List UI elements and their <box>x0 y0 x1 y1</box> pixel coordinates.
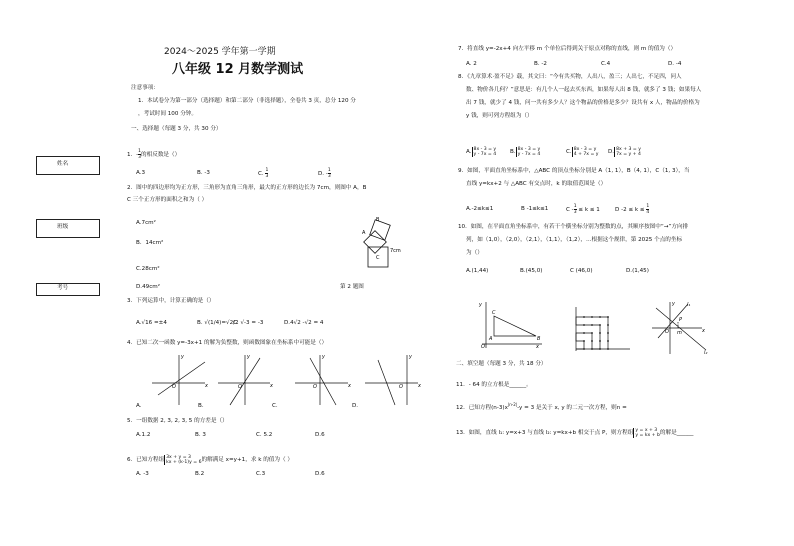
q13-stem: 13．如图，直线 l₁: y=x+3 与直线 l₂: y=kx+b 相交于点 P，则方程组 y = x + 3 y = kx + b 的解是______ <box>456 427 694 438</box>
number-box <box>36 283 100 296</box>
tri-b: B <box>537 336 541 342</box>
q4-a-x: x <box>205 383 208 389</box>
q4-graphs <box>150 350 430 408</box>
q4-option-c[interactable]: C. <box>272 403 278 409</box>
q5-option-d[interactable]: D.6 <box>315 432 325 438</box>
axis-x: x <box>702 328 705 334</box>
q8-option-c[interactable]: C. 8x - 3 = y 4 + 7x = y <box>566 146 599 157</box>
q2-option-b[interactable]: B．14cm² <box>136 240 164 246</box>
q4-stem: 4．已知二次一函数 y=-3x+1 的解为负整数，则函数图象在坐标系中可能是（） <box>127 340 328 346</box>
fig-label-b: B <box>376 217 380 223</box>
q7-option-b[interactable]: B. -2 <box>534 61 547 67</box>
q10-line2: 列，如（1,0），（2,0），（2,1），（1,1），（1,2），…根据这个规律，第 2025 个点的坐标 <box>466 237 683 243</box>
q10-option-d[interactable]: D.(1,45) <box>626 268 649 274</box>
point-p: P <box>679 317 683 323</box>
q1-option-a[interactable]: A.3 <box>136 170 146 176</box>
q1-option-b[interactable]: B. -3 <box>197 170 210 176</box>
q7-option-d[interactable]: D. -4 <box>668 61 682 67</box>
q7-option-a[interactable]: A. 2 <box>466 61 477 67</box>
q9-option-c[interactable]: C - $\frac{1}{3}$ ≤ k ≤ 1 <box>566 204 600 215</box>
q11-stem: 11．- 64 的立方根是______。 <box>456 382 532 388</box>
q5-option-c[interactable]: C. 5.2 <box>256 432 273 438</box>
q10-option-c[interactable]: C (46,0) <box>570 268 593 274</box>
q6-option-d[interactable]: D.6 <box>315 471 325 477</box>
name-box <box>36 156 100 175</box>
q10-option-a[interactable]: A.(1,44) <box>466 268 489 274</box>
q4-a-o: O <box>172 384 176 390</box>
q2-option-d[interactable]: D.49cm² <box>136 284 160 290</box>
q4-d-x: x <box>418 383 421 389</box>
q2-option-c[interactable]: C.28cm² <box>136 266 160 272</box>
q10-line3: 为（） <box>466 250 483 256</box>
q10-points-figure <box>570 305 632 353</box>
section2-title: 二、填空题（每题 3 分，共 18 分） <box>456 361 547 367</box>
q9-option-d[interactable]: D -2 ≤ k ≤ $\frac{1}{4}$ <box>615 204 650 215</box>
q4-d-y: y <box>409 354 412 360</box>
fig-label-c: C <box>376 255 380 261</box>
q8-option-d[interactable]: D. 8x + 3 = y 7x = y + 4 <box>608 146 641 157</box>
q4-c-o: O <box>313 384 317 390</box>
q2-option-a[interactable]: A.7cm² <box>136 220 156 226</box>
q6-option-b[interactable]: B.2 <box>195 471 205 477</box>
q1-option-c[interactable]: C. $\frac{1}{3}$ <box>258 168 269 179</box>
q4-option-a[interactable]: A. <box>136 403 142 409</box>
q4-b-x: x <box>270 383 273 389</box>
notes-line2: ，考试时间 100 分钟。 <box>138 111 197 117</box>
q8-line3: 出 7 钱，就少了 4 钱，问一共有多少人？这个物品的价格是多少？设共有 x 人，物品的价格为 <box>466 100 700 106</box>
q4-c-y: y <box>322 354 325 360</box>
q13-lines-figure <box>650 298 710 356</box>
axis-y: y <box>672 301 675 307</box>
page-title: 八年级 12 月数学测试 <box>172 62 304 77</box>
q9-option-a[interactable]: A.-2≤k≤1 <box>466 206 494 212</box>
q1-stem: 1．- $\frac{1}{3}$ 的相反数是（） <box>127 149 181 160</box>
q12-stem: 12．已知方程$(n-3)x^{|n-2|}-y = 3$ 是关于 x, y 的二元一次方程，则n = <box>456 402 627 411</box>
tri-c: C <box>492 310 496 316</box>
q4-b-y: y <box>247 354 250 360</box>
section1-title: 一、选择题（每题 3 分，共 30 分） <box>131 126 222 132</box>
q4-d-o: O <box>399 384 403 390</box>
point-m: m <box>677 330 682 336</box>
q5-option-b[interactable]: B. 3 <box>195 432 206 438</box>
tri-a: A <box>489 336 493 342</box>
term-label: 2024～2025 学年第一学期 <box>164 47 276 57</box>
q8-line1: 8．《九章算术·盈不足》载，其文曰：“今有共买物，人出八，盈三；人出七，不足四，问人 <box>458 74 682 80</box>
q7-option-c[interactable]: C.4 <box>601 61 611 67</box>
q4-c-x: x <box>348 383 351 389</box>
q4-b-o: O <box>238 384 242 390</box>
line-l1: l₁ <box>687 302 691 308</box>
fig-label-a: A <box>362 230 366 236</box>
tri-x: x <box>536 344 539 350</box>
class-label: 班级 <box>57 224 69 230</box>
q6-stem: 6．已知方程组 3x + y = 3 kx + (k-1)y = 6 的解满足 x=y+1，求 k 的值为（ ） <box>127 454 293 465</box>
q5-option-a[interactable]: A.1.2 <box>136 432 151 438</box>
tri-y: y <box>479 302 482 308</box>
notes-heading: 注意事项： <box>131 85 159 91</box>
q8-line2: 数、物价各几何？”意思是：有几个人一起去买东西，如果每人出 8 钱，就多了 3 钱；如果每人 <box>466 87 702 93</box>
q1-option-d[interactable]: D. - $\frac{1}{3}$ <box>318 168 331 179</box>
q8-line4: y 钱，则可列方程组为（） <box>466 113 533 119</box>
q2-caption: 第 2 题图 <box>340 284 364 290</box>
class-box <box>36 219 100 238</box>
number-label: 考号 <box>57 285 69 291</box>
name-label: 姓名 <box>57 161 69 167</box>
q3-option-d[interactable]: D.4√2 -√2 = 4 <box>284 320 324 326</box>
q5-stem: 5．一组数据 2, 3, 2, 3, 5 的方差是（） <box>127 418 228 424</box>
q3-option-a[interactable]: A.√16 =±4 <box>136 320 167 326</box>
q8-option-a[interactable]: A. 8x - 3 = y y - 7x = 4 <box>466 146 497 157</box>
q7-stem: 7．将直线 y=-2x+4 向左平移 m 个单位后得到关于原点对称的直线，则 m 的值为（） <box>458 46 677 52</box>
q9-option-b[interactable]: B -1≤k≤1 <box>521 206 549 212</box>
q10-option-b[interactable]: B.(45,0) <box>520 268 543 274</box>
fig-label-7cm: 7cm <box>390 248 401 254</box>
q3-option-b[interactable]: B. √(1/4)=√2/2 <box>197 320 239 326</box>
notes-line1: 1．本试卷分为第一部分（选择题）和第二部分（非选择题），全卷共 3 页，总分 120 分 <box>138 98 356 104</box>
axis-o: O <box>665 329 669 335</box>
q9-triangle-figure <box>478 300 543 348</box>
q6-option-c[interactable]: C.3 <box>256 471 266 477</box>
tri-o: O <box>481 344 485 350</box>
q9-line2: 直线 y=kx+2 与 △ABC 有交点时，k 的取值范围是（） <box>466 181 607 187</box>
q4-option-d[interactable]: D. <box>352 403 359 409</box>
q3-option-c[interactable]: C. √-3 = -3 <box>233 320 264 326</box>
q2-squares-figure <box>350 212 410 272</box>
q10-line1: 10．如图，在平面直角坐标系中，有若干个横坐标分别为整数的点，其顺序按图中“→”方向排 <box>458 224 689 230</box>
q4-option-b[interactable]: B. <box>198 403 204 409</box>
line-l2: l₂ <box>704 350 708 356</box>
q6-option-a[interactable]: A. -3 <box>136 471 149 477</box>
q2-line1: 2．图中的四边形均为正方形，三角形为直角三角形，最大的正方形的边长为 7cm，则图中 A，B <box>127 185 367 191</box>
q8-option-b[interactable]: B. 8x - 3 = y y - 7x = 4 <box>510 146 541 157</box>
q3-stem: 3．下列运算中，计算正确的是（） <box>127 298 215 304</box>
q2-line2: C 三个正方形的面积之和为（ ） <box>127 197 208 203</box>
q9-line1: 9．如图，平面直角坐标系中，△ABC 的顶点坐标分别是 A（1, 1），B（4, 1），C（1, 3），当 <box>458 168 690 174</box>
q4-a-y: y <box>181 354 184 360</box>
